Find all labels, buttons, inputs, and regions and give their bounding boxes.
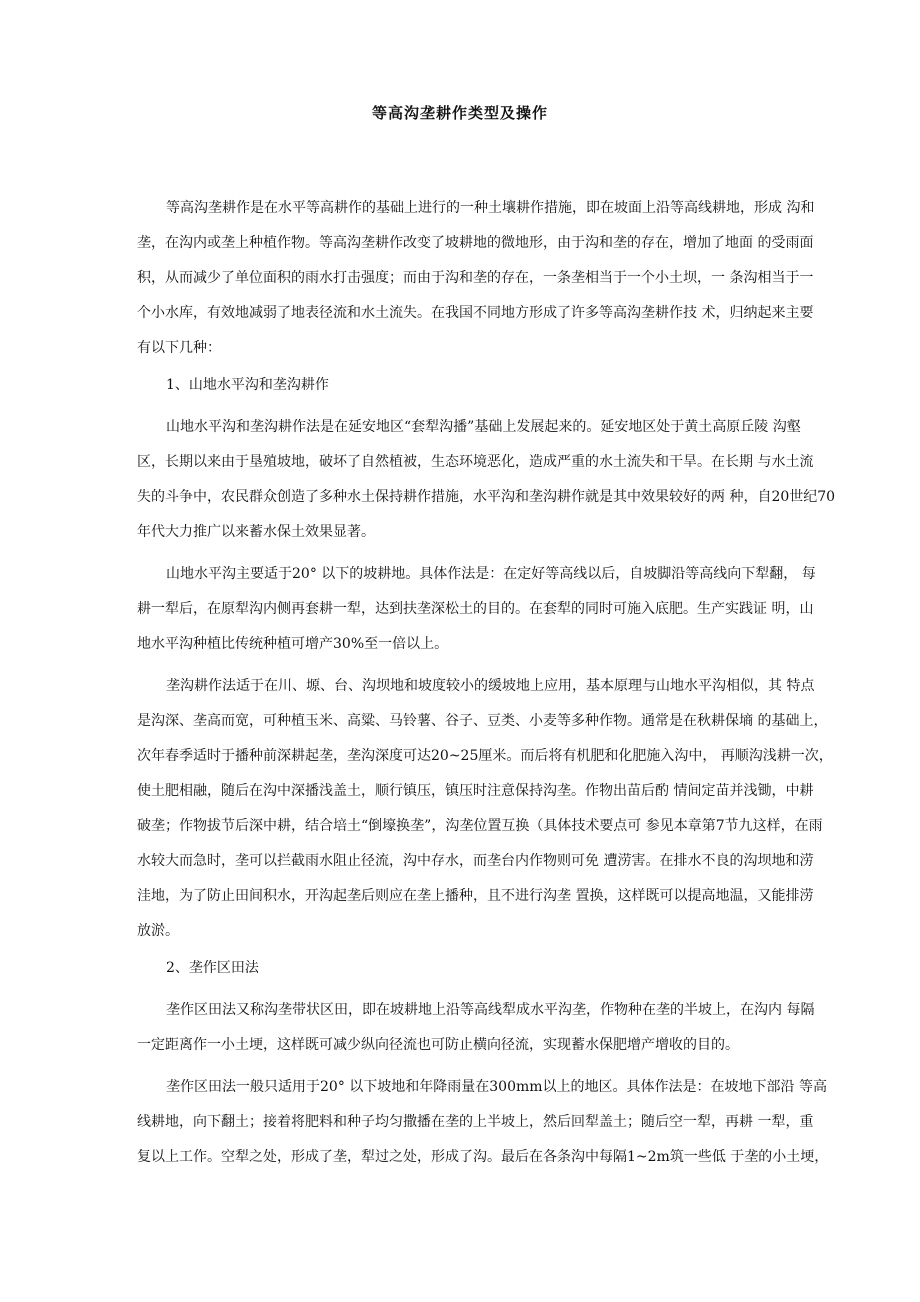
text-line: 有以下几种： [137, 340, 221, 356]
document-title: 等高沟垄耕作类型及操作 [371, 104, 548, 122]
section-heading [137, 375, 797, 410]
document-body [137, 198, 836, 1182]
text-line: 地水平沟种植比传统种植可增产30%至一倍以上。 [137, 636, 449, 652]
text-line: 放淤。 [137, 923, 179, 939]
text-line: 山地水平沟主要适于20° 以下的坡耕地。具体作法是：在定好等高线以后，自坡脚沿等高线向下犁翻， 每 [166, 566, 816, 582]
text-line: 区，长期以来由于垦殖坡地，破坏了自然植被，生态环境恶化，造成严重的水土流失和干旱。在长期 与水土流 [137, 454, 814, 470]
text-line: 一定距离作一小土埂，这样既可减少纵向径流也可防止横向径流，实现蓄水保肥增产增收的目的。 [137, 1037, 739, 1053]
text-line: 2、垄作区田法 [166, 960, 259, 976]
text-line: 耕一犁后，在原犁沟内侧再套耕一犁，达到扶垄深松土的目的。在套犁的同时可施入底肥。生产实践证 明，山 [137, 601, 814, 617]
text-line: 个小水库，有效地减弱了地表径流和水土流失。在我国不同地方形成了许多等高沟垄耕作技 术，归纳起来主要 [137, 305, 814, 321]
text-line: 积，从而减少了单位面积的雨水打击强度；而由于沟和垄的存在，一条垄相当于一个小土坝，一 条沟相当于一 [137, 270, 814, 286]
text-line: 等高沟垄耕作是在水平等高耕作的基础上进行的一种土壤耕作措施，即在坡面上沿等高线耕地，形成 沟和 [166, 200, 815, 216]
text-line: 1、山地水平沟和垄沟耕作 [166, 377, 329, 393]
paragraph [137, 417, 836, 557]
text-line: 使土肥相融，随后在沟中深播浅盖土，顺行镇压，镇压时注意保持沟垄。作物出苗后酌 情间定苗并浅锄，中耕 [137, 783, 814, 799]
paragraph [137, 676, 833, 956]
text-line: 失的斗争中，农民群众创造了多种水土保持耕作措施，水平沟和垄沟耕作就是其中效果较好的两 种，自20世纪70 [137, 489, 836, 505]
text-line: 垄作区田法一般只适用于20° 以下坡地和年降雨量在300mm以上的地区。具体作法是：在坡地下部沿 等高 [166, 1079, 827, 1095]
text-line: 垄作区田法又称沟垄带状区田，即在坡耕地上沿等高线犁成水平沟垄，作物种在垄的半坡上，在沟内 每隔 [166, 1002, 815, 1018]
text-line: 山地水平沟和垄沟耕作法是在延安地区“套犁沟播”基础上发展起来的。延安地区处于黄土高原丘陵 沟壑 [166, 419, 801, 435]
paragraph [137, 1077, 829, 1182]
text-line: 垄沟耕作法适于在川、塬、台、沟坝地和坡度较小的缓坡地上应用，基本原理与山地水平沟相似，其 特点 [166, 678, 815, 694]
paragraph [137, 1000, 815, 1070]
text-line: 年代大力推广以来蓄水保土效果显著。 [137, 524, 375, 540]
text-line: 垄，在沟内或垄上种植作物。等高沟垄耕作改变了坡耕地的微地形，由于沟和垄的存在，增加了地面 的受雨面 [137, 235, 814, 251]
text-line: 洼地，为了防止田间积水，开沟起垄后则应在垄上播种，且不进行沟垄 置换，这样既可以提高地温，又能排涝 [137, 888, 814, 904]
paragraph [137, 198, 815, 373]
text-line: 线耕地，向下翻土；接着将肥料和种子均匀撒播在垄的上半坡上，然后回犁盖土；随后空一犁，再耕 一犁，重 [137, 1114, 814, 1130]
text-line: 水较大而急时，垄可以拦截雨水阻止径流，沟中存水，而垄台内作物则可免 遭涝害。在排水不良的沟坝地和涝 [137, 853, 814, 869]
section-heading [137, 958, 797, 993]
text-line: 是沟深、垄高而宽，可种植玉米、高粱、马铃薯、谷子、豆类、小麦等多种作物。通常是在秋耕保墒 的基础上， [137, 713, 828, 729]
text-line: 次年春季适时于播种前深耕起垄，垄沟深度可达20~25厘米。而后将有机肥和化肥施入沟中， 再顺沟浅耕一次， [137, 748, 833, 764]
text-line: 复以上工作。空犁之处，形成了垄，犁过之处，形成了沟。最后在各条沟中每隔1~2m筑一些低 于垄的小土埂， [137, 1149, 829, 1165]
paragraph [137, 564, 816, 669]
text-line: 破垄；作物拔节后深中耕，结合培土“倒壕换垄”，沟垄位置互换（具体技术要点可 参见本章第7节九这样，在雨 [137, 818, 823, 834]
